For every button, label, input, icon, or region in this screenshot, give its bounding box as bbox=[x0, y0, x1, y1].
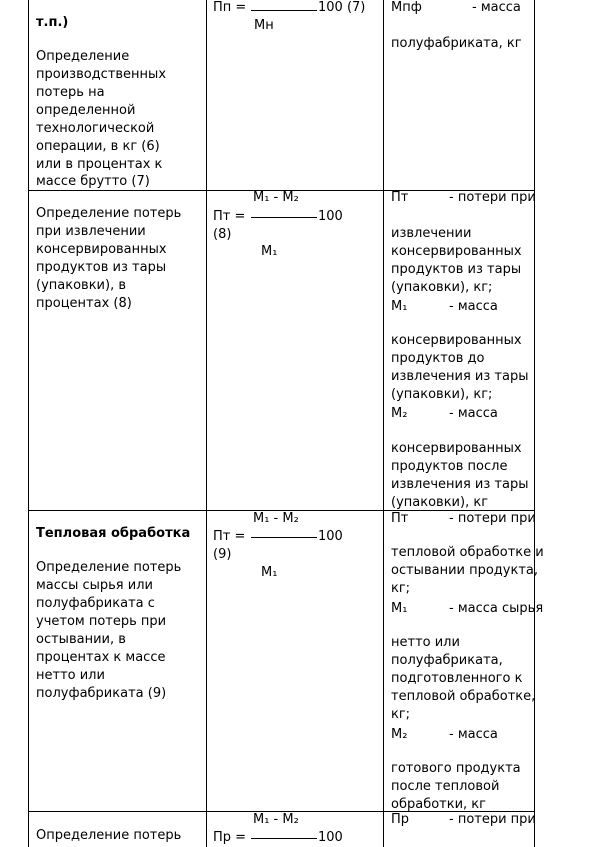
row-description: операции, в кг (6) bbox=[36, 139, 160, 154]
row-description: полуфабриката с bbox=[36, 596, 155, 611]
formula-denominator: М₁ bbox=[261, 565, 278, 580]
variable-description: продуктов до bbox=[391, 351, 485, 366]
variable-symbol: Пт bbox=[391, 190, 409, 205]
row-description: Определение потерь bbox=[36, 206, 182, 221]
variable-symbol: Мпф bbox=[391, 0, 422, 15]
row-heading: Тепловая обработка bbox=[36, 526, 191, 541]
row-description: (упаковки), в bbox=[36, 278, 126, 293]
variable-description: - потери при bbox=[449, 190, 536, 205]
variable-description: - масса bbox=[472, 0, 521, 15]
variable-description: извлечении bbox=[391, 226, 472, 241]
row-description: технологической bbox=[36, 121, 155, 136]
variable-description: консервированных bbox=[391, 244, 522, 259]
row-description: консервированных bbox=[36, 242, 167, 257]
formula-lhs: Пп = bbox=[213, 0, 247, 15]
row-heading: т.п.) bbox=[36, 15, 69, 30]
table-border-right bbox=[534, 0, 535, 847]
formula-rhs: 100 bbox=[318, 529, 343, 544]
variable-description: - масса bbox=[449, 727, 498, 742]
variable-description: обработки, кг bbox=[391, 797, 486, 812]
variable-description: извлечения из тары bbox=[391, 477, 529, 492]
row-description: массе брутто (7) bbox=[36, 174, 150, 189]
variable-description: тепловой обработке, bbox=[391, 689, 536, 704]
variable-description: продуктов из тары bbox=[391, 262, 522, 277]
variable-description: полуфабриката, кг bbox=[391, 36, 522, 51]
variable-description: после тепловой bbox=[391, 779, 500, 794]
formula-reference: (8) bbox=[213, 227, 232, 242]
variable-symbol: М₁ bbox=[391, 601, 408, 616]
variable-description: нетто или bbox=[391, 635, 460, 650]
formula-numerator: М₁ - М₂ bbox=[253, 511, 299, 526]
variable-description: остывании продукта, bbox=[391, 563, 539, 578]
row-description: продуктов из тары bbox=[36, 260, 167, 275]
fraction-bar bbox=[251, 537, 317, 538]
formula-numerator: М₁ - М₂ bbox=[253, 190, 299, 205]
row-description: учетом потерь при bbox=[36, 614, 167, 629]
variable-symbol: М₂ bbox=[391, 727, 408, 742]
variable-description: (упаковки), кг bbox=[391, 495, 489, 510]
row-description: массы сырья или bbox=[36, 578, 153, 593]
variable-symbol: Пр bbox=[391, 812, 410, 827]
row-description: процентах к массе bbox=[36, 650, 166, 665]
variable-description: - масса bbox=[449, 299, 498, 314]
variable-description: (упаковки), кг; bbox=[391, 280, 493, 295]
row-description: Определение потерь bbox=[36, 560, 182, 575]
variable-symbol: Пт bbox=[391, 511, 409, 526]
variable-description: кг; bbox=[391, 707, 411, 722]
row-description: процентах (8) bbox=[36, 296, 132, 311]
row-description: при извлечении bbox=[36, 224, 146, 239]
row-description: нетто или bbox=[36, 668, 105, 683]
formula-lhs: Пр = bbox=[213, 830, 247, 845]
row-description: Определение bbox=[36, 49, 130, 64]
formula-rhs: 100 (7) bbox=[318, 0, 366, 15]
table-border-left bbox=[28, 0, 29, 847]
variable-description: готового продукта bbox=[391, 761, 521, 776]
row-description: производственных bbox=[36, 67, 167, 82]
formula-numerator: М₁ - М₂ bbox=[253, 812, 299, 827]
variable-description: (упаковки), кг; bbox=[391, 387, 493, 402]
variable-description: полуфабриката, bbox=[391, 653, 503, 668]
variable-description: - потери при bbox=[449, 812, 536, 827]
variable-description: - масса bbox=[449, 406, 498, 421]
variable-description: консервированных bbox=[391, 441, 522, 456]
row-description: остывании, в bbox=[36, 632, 126, 647]
formula-rhs: 100 bbox=[318, 830, 343, 845]
table-border-col2 bbox=[383, 0, 384, 847]
fraction-bar bbox=[251, 10, 317, 11]
formula-rhs: 100 bbox=[318, 209, 343, 224]
fraction-bar bbox=[251, 217, 317, 218]
variable-description: - масса сырья bbox=[449, 601, 544, 616]
variable-description: подготовленного к bbox=[391, 671, 523, 686]
variable-symbol: М₂ bbox=[391, 406, 408, 421]
row-description: потерь на bbox=[36, 85, 105, 100]
row-description: определенной bbox=[36, 103, 136, 118]
fraction-bar bbox=[251, 838, 317, 839]
formula-denominator: Мн bbox=[254, 18, 274, 33]
row-description: полуфабриката (9) bbox=[36, 686, 167, 701]
formula-denominator: М₁ bbox=[261, 244, 278, 259]
variable-description: тепловой обработке и bbox=[391, 545, 544, 560]
variable-description: - потери при bbox=[449, 511, 536, 526]
formula-reference: (9) bbox=[213, 547, 232, 562]
formula-lhs: Пт = bbox=[213, 529, 246, 544]
variable-description: извлечения из тары bbox=[391, 369, 529, 384]
variable-description: продуктов после bbox=[391, 459, 508, 474]
variable-description: консервированных bbox=[391, 333, 522, 348]
variable-symbol: М₁ bbox=[391, 299, 408, 314]
row-description: или в процентах к bbox=[36, 157, 163, 172]
table-border-col1 bbox=[206, 0, 207, 847]
formula-lhs: Пт = bbox=[213, 209, 246, 224]
variable-description: кг; bbox=[391, 581, 411, 596]
row-description: Определение потерь bbox=[36, 828, 182, 843]
